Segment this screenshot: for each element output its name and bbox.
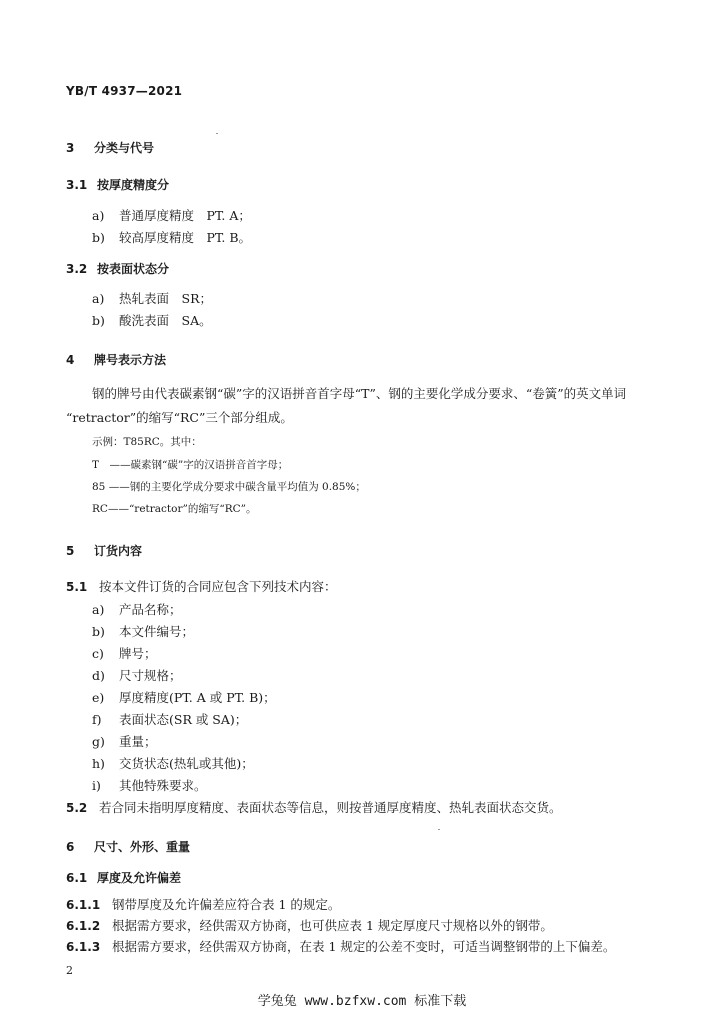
scan-speck (216, 133, 218, 134)
list-item (92, 600, 182, 618)
paragraph-line: 钢的牌号由代表碳素钢“碳”字的汉语拼音首字母“T”、钢的主要化学成分要求、“卷簧”的英文单词 (92, 386, 627, 401)
clause-text: 若合同未指明厚度精度、表面状态等信息，则按普通厚度精度、热轧表面状态交货。 (99, 800, 562, 815)
item-label: g) (92, 734, 105, 749)
list-item (92, 289, 212, 307)
clause-6-1-2 (66, 916, 553, 934)
clause-number: 6.1.1 (66, 898, 101, 912)
item-label: a) (92, 208, 105, 223)
example-line: 示例：T85RC。其中： (92, 436, 202, 448)
item-text: 其他特殊要求。 (119, 778, 207, 793)
example-line: RC——“retractor”的缩写“RC”。 (92, 503, 257, 515)
item-label: h) (92, 756, 105, 771)
clause-5-1 (66, 577, 337, 595)
list-item (92, 228, 251, 246)
item-label: a) (92, 291, 105, 306)
clause-5-2 (66, 798, 562, 816)
clause-text: 根据需方要求，经供需双方协商，在表 1 规定的公差不变时，可适当调整钢带的上下偏差。 (112, 939, 616, 954)
item-label: f) (92, 712, 102, 727)
list-item (92, 710, 247, 728)
clause-number: 5.2 (66, 801, 88, 815)
section-number: 5 (66, 544, 75, 558)
clause-number: 5.1 (66, 580, 88, 594)
section-number: 3.2 (66, 262, 88, 276)
footer-watermark: 学兔兔 www.bzfxw.com 标准下载 (257, 994, 467, 1009)
section-title: 按表面状态分 (97, 262, 170, 276)
list-item (92, 644, 157, 662)
item-text: 尺寸规格； (119, 668, 182, 683)
example-line: T ——碳素钢“碳”字的汉语拼音首字母； (92, 459, 289, 471)
list-item (92, 732, 157, 750)
clause-text: 按本文件订货的合同应包含下列技术内容： (99, 579, 337, 594)
section-number: 6 (66, 840, 75, 854)
item-label: a) (92, 602, 105, 617)
item-label: i) (92, 778, 101, 793)
section-number: 3.1 (66, 178, 88, 192)
list-item (92, 754, 254, 772)
section-4-heading (66, 351, 166, 368)
section-number: 4 (66, 353, 75, 367)
clause-number: 6.1.3 (66, 940, 101, 954)
item-text: 酸洗表面 SA。 (119, 313, 212, 328)
clause-text: 根据需方要求，经供需双方协商，也可供应表 1 规定厚度尺寸规格以外的钢带。 (112, 918, 553, 933)
list-item (92, 206, 251, 224)
section-title: 订货内容 (94, 544, 143, 558)
list-item (92, 622, 194, 640)
item-text: 交货状态(热轧或其他)； (119, 756, 254, 771)
item-label: b) (92, 313, 105, 328)
list-item (92, 688, 276, 706)
section-6-heading (66, 838, 190, 855)
section-number: 6.1 (66, 871, 88, 885)
item-label: e) (92, 690, 105, 705)
item-label: b) (92, 624, 105, 639)
section-title: 牌号表示方法 (94, 353, 167, 367)
section-5-heading (66, 542, 142, 559)
item-text: 热轧表面 SR； (119, 291, 212, 306)
item-text: 较高厚度精度 PT. B。 (119, 230, 252, 245)
section-number: 3 (66, 141, 75, 155)
item-text: 表面状态(SR 或 SA)； (119, 712, 248, 727)
standard-code: YB/T 4937—2021 (66, 84, 183, 98)
item-label: d) (92, 668, 105, 683)
item-text: 牌号； (119, 646, 157, 661)
clause-6-1-1 (66, 895, 340, 913)
section-3-2-heading (66, 260, 169, 277)
item-text: 普通厚度精度 PT. A； (119, 208, 251, 223)
item-label: b) (92, 230, 105, 245)
page-number: 2 (66, 964, 73, 977)
clause-text: 钢带厚度及允许偏差应符合表 1 的规定。 (112, 897, 341, 912)
example-line: 85 ——钢的主要化学成分要求中碳含量平均值为 0.85%； (92, 481, 366, 493)
section-6-1-heading (66, 869, 181, 886)
section-title: 按厚度精度分 (97, 178, 170, 192)
item-text: 厚度精度(PT. A 或 PT. B)； (119, 690, 276, 705)
clause-number: 6.1.2 (66, 919, 101, 933)
section-3-heading (66, 139, 154, 156)
paragraph-line: “retractor”的缩写“RC”三个部分组成。 (66, 410, 293, 425)
list-item (92, 666, 182, 684)
section-3-1-heading (66, 176, 169, 193)
section-title: 厚度及允许偏差 (97, 871, 182, 885)
section-title: 尺寸、外形、重量 (94, 840, 191, 854)
scan-speck (438, 829, 440, 830)
item-text: 产品名称； (119, 602, 182, 617)
item-label: c) (92, 646, 104, 661)
item-text: 重量； (119, 734, 157, 749)
section-title: 分类与代号 (94, 141, 155, 155)
item-text: 本文件编号； (119, 624, 195, 639)
clause-6-1-3 (66, 937, 615, 955)
list-item (92, 776, 207, 794)
list-item (92, 311, 212, 329)
